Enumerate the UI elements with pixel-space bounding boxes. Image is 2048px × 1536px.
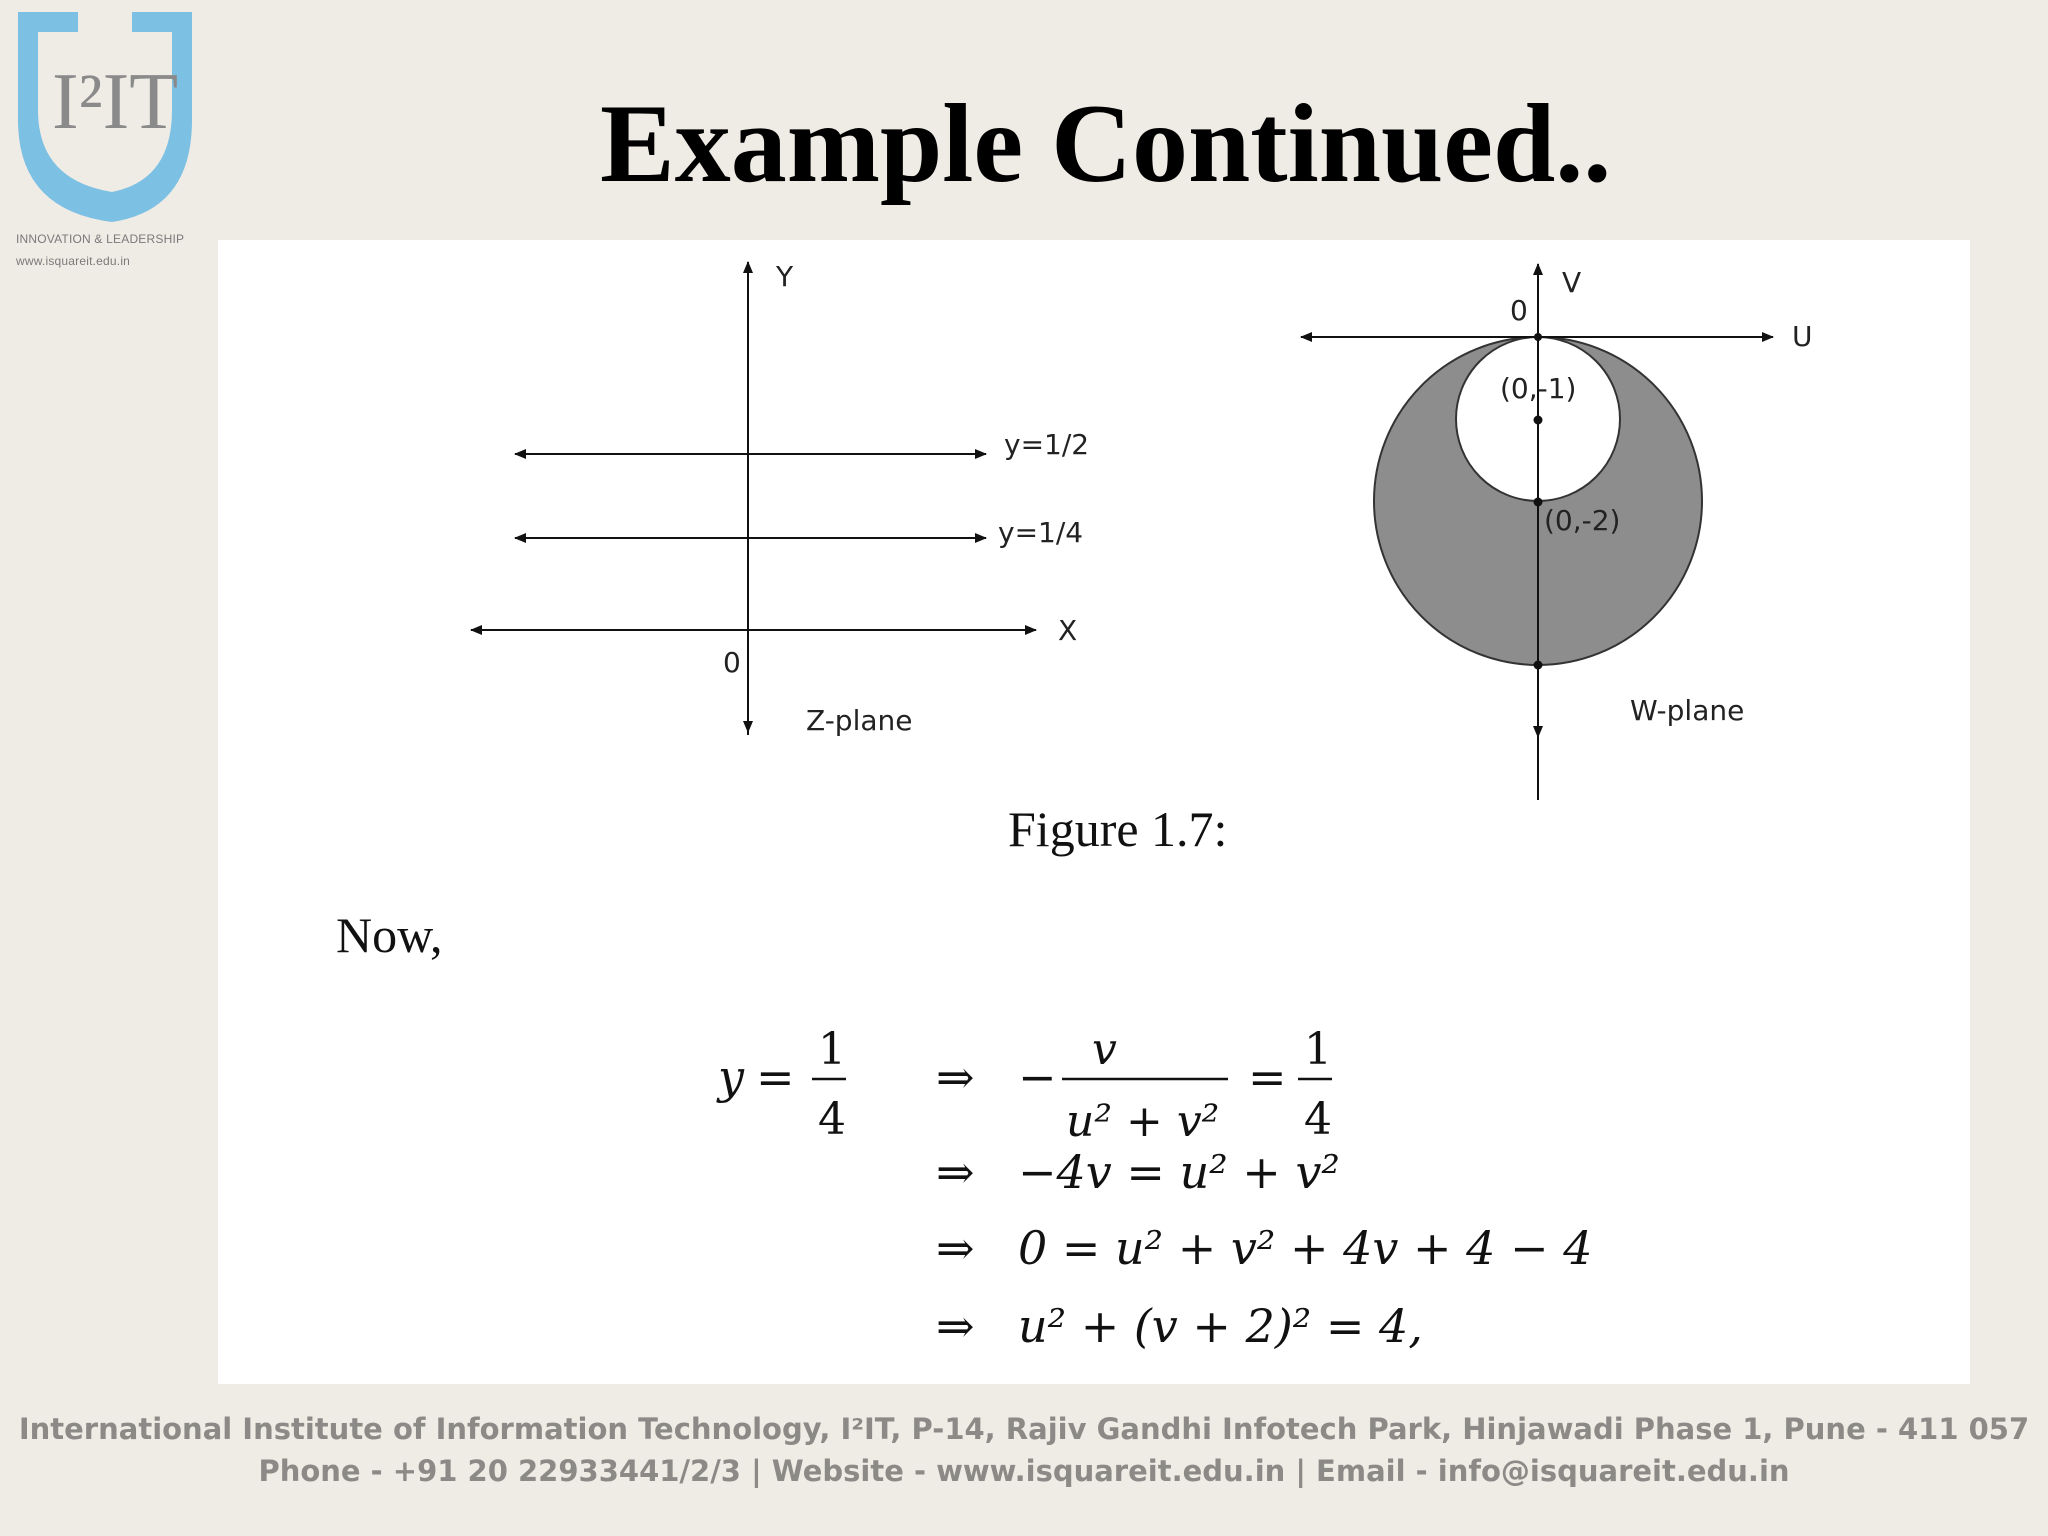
equations-block	[218, 784, 1970, 1384]
eq1-numerator: v	[1092, 1024, 1117, 1075]
eq1-minus: −	[1018, 1050, 1057, 1104]
z-plane-diagram	[471, 260, 1089, 737]
eq1-equals: =	[1248, 1050, 1287, 1104]
footer-address: International Institute of Information Technology, I²IT, P-14, Rajiv Gandhi Infotech Park, Hinjawadi Phase 1, Pune - 411 057	[18, 1412, 2030, 1446]
now-text: Now,	[336, 907, 443, 963]
line-y-quarter-label: y=1/4	[998, 516, 1084, 549]
footer-contact: Phone - +91 20 22933441/2/3 | Website - www.isquareit.edu.in | Email - info@isquareit.edu.in	[258, 1454, 1790, 1488]
footer	[0, 1408, 2048, 1492]
implies-3: ⇒	[936, 1221, 975, 1275]
logo-url: www.isquareit.edu.in	[16, 254, 131, 268]
content-panel	[218, 240, 1970, 1384]
lhs-frac-den: 4	[818, 1094, 846, 1145]
z-origin-label: 0	[723, 646, 741, 679]
z-plane-label: Z-plane	[806, 704, 913, 737]
logo-tagline: INNOVATION & LEADERSHIP	[16, 232, 185, 246]
logo-mark-text: I²IT	[52, 58, 179, 146]
w-v-axis-label: V	[1562, 266, 1582, 299]
point-label: (0,-2)	[1544, 504, 1621, 537]
w-origin-point	[1534, 333, 1542, 341]
equation-4: u² + (v + 2)² = 4,	[1018, 1299, 1423, 1353]
eq1-denominator: u² + v²	[1066, 1096, 1220, 1147]
eq1-rhs-den: 4	[1304, 1094, 1332, 1145]
w-u-axis-label: U	[1792, 320, 1813, 353]
w-plane-diagram	[1301, 264, 1813, 800]
logo-tagline-block	[16, 228, 184, 272]
w-plane-label: W-plane	[1630, 694, 1745, 727]
lhs-frac-num: 1	[818, 1024, 846, 1075]
bottom-point	[1534, 661, 1543, 670]
point-0-minus-2	[1534, 498, 1543, 507]
implies-1: ⇒	[936, 1050, 975, 1104]
implies-4: ⇒	[936, 1299, 975, 1353]
shield-logo-icon	[12, 10, 198, 230]
z-y-axis-label: Y	[776, 260, 794, 293]
center-label: (0,-1)	[1500, 372, 1577, 405]
page-title: Example Continued..	[600, 82, 1612, 206]
implies-2: ⇒	[936, 1145, 975, 1199]
figure-diagrams	[218, 240, 1970, 800]
lhs-variable: y	[718, 1050, 744, 1104]
center-point	[1534, 416, 1543, 425]
eq1-rhs-num: 1	[1304, 1024, 1332, 1075]
lhs-equals: =	[756, 1050, 795, 1104]
z-x-axis-label: X	[1058, 614, 1078, 647]
equation-3: 0 = u² + v² + 4v + 4 − 4	[1018, 1221, 1593, 1275]
w-origin-label: 0	[1510, 294, 1528, 327]
figure-caption: Figure 1.7:	[1008, 801, 1228, 857]
equation-2: −4v = u² + v²	[1018, 1145, 1340, 1199]
line-y-half-label: y=1/2	[1004, 428, 1090, 461]
